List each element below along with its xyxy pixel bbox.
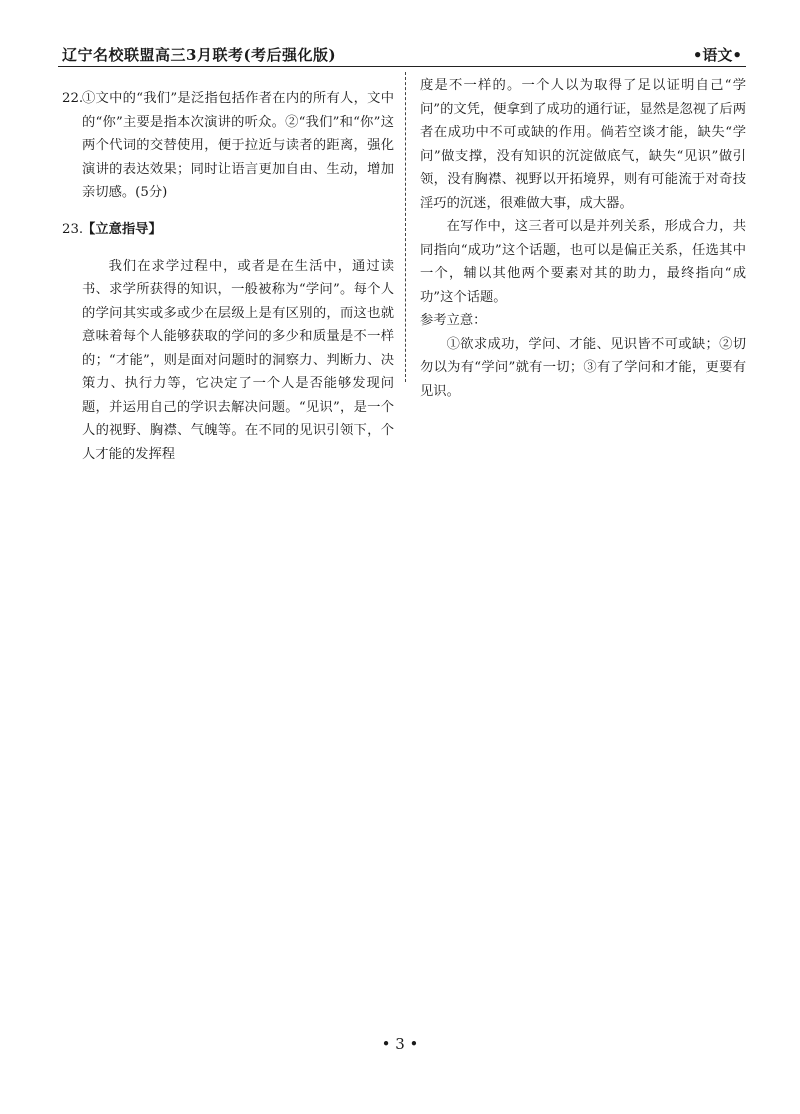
question-22-number: 22.	[62, 91, 84, 107]
question-22-answer: ①文中的“我们”是泛指包括作者在内的所有人，文中的“你”主要是指本次演讲的听众。②“我们”和“你”这两个代词的交替使用，便于拉近与读者的距离，强化演讲的表达效果；同时让语言更加自由、生动，增加亲切感。(5分)	[82, 91, 394, 201]
reference-text: ①欲求成功，学问、才能、见识皆不可或缺；②切勿以为有“学问”就有一切；③有了学问和才能，更要有见识。	[420, 336, 746, 399]
page-header	[58, 44, 746, 66]
reference-label: 参考立意：	[420, 313, 487, 328]
subject-label: •语文•	[692, 46, 742, 64]
continuation-paragraph: 度是不一样的。一个人以为取得了足以证明自己“学问”的文凭，便拿到了成功的通行证，显然是忽视了后两者在成功中不可或缺的作用。倘若空谈才能，缺失“学问”做支撑，没有知识的沉淀做底气，缺失“见识”做引领，没有胸襟、视野以开拓境界，则有可能流于对奇技淫巧的沉迷，很难做大事，成大器。	[420, 78, 746, 211]
question-23-paragraph: 我们在求学过程中，或者是在生活中，通过读书、求学所获得的知识，一般被称为“学问”。每个人的学问其实或多或少在层级上是有区别的，而这也就意味着每个人能够获取的学问的多少和质量是不一样的；“才能”，则是面对问题时的洞察力、判断力、决策力、执行力等，它决定了一个人是否能够发现问题，并运用自己的学识去解决问题。“见识”，是一个人的视野、胸襟、气魄等。在不同的见识引领下，个人才能的发挥程	[82, 258, 394, 462]
question-23-heading: 【立意指导】	[82, 222, 162, 238]
column-divider	[405, 72, 406, 382]
question-22	[62, 87, 394, 205]
writing-paragraph: 在写作中，这三者可以是并列关系，形成合力，共同指向“成功”这个话题，也可以是偏正关系，任选其中一个，辅以其他两个要素对其的助力，最终指向“成功”这个话题。	[420, 219, 746, 305]
question-23-number: 23.	[62, 222, 84, 238]
left-column	[62, 74, 394, 466]
header-rule	[58, 66, 746, 67]
right-column	[420, 74, 746, 403]
exam-title: 辽宁名校联盟高三3月联考(考后强化版)	[62, 46, 337, 64]
question-23	[62, 218, 394, 466]
page-number: • 3 •	[381, 1035, 419, 1053]
